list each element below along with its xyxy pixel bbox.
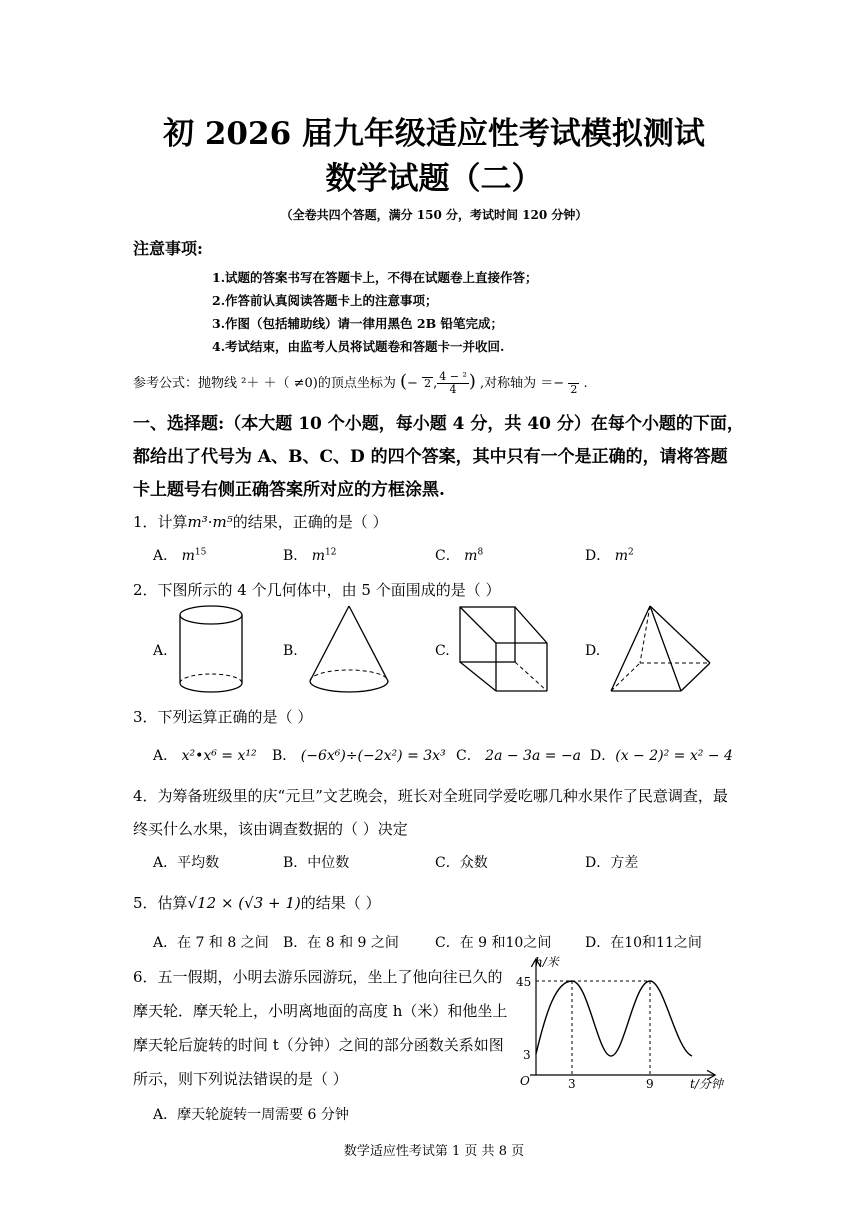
- q3-option-b: B． (−6x⁶)÷(−2x²) = 3x³: [272, 748, 446, 764]
- q2-option-d: D.: [585, 643, 601, 659]
- q4-option-c: C．众数: [435, 855, 488, 871]
- question-6-cont: 摩天轮后旋转的时间 t（分钟）之间的部分函数关系如图: [133, 1036, 504, 1054]
- notice-item: 3.作图（包括辅助线）请一律用黑色 2B 铅笔完成；: [212, 316, 504, 331]
- q2-option-c: C.: [435, 643, 450, 659]
- section-heading: 都给出了代号为 A、B、C、D 的四个答案，其中只有一个是正确的，请将答题: [133, 447, 728, 467]
- cube-figure: [456, 603, 556, 698]
- q1-option-c: C． $m^8$: [435, 547, 484, 564]
- page-footer: 数学适应性考试第 1 页 共 8 页: [343, 1144, 525, 1159]
- exam-subject-title: 数学试题（二）: [325, 161, 543, 197]
- question-2: 2．下图所示的 4 个几何体中，由 5 个面围成的是（ ）: [133, 581, 501, 599]
- graph-y-tick: 45: [516, 975, 532, 989]
- q5-option-a: A．在 7 和 8 之间: [153, 935, 269, 951]
- q6-option-a: A．摩天轮旋转一周需要 6 分钟: [153, 1107, 349, 1123]
- formula-prefix: 参考公式：抛物线: [133, 376, 238, 391]
- notice-item: 4.考试结束，由监考人员将试题卷和答题卡一并收回.: [212, 339, 505, 354]
- formula-middle: ,对称轴为 ＝−: [480, 376, 565, 391]
- q3-option-d: D．(x − 2)² = x² − 4: [590, 748, 733, 764]
- question-6-cont: 摩天轮．摩天轮上，小明离地面的高度 h（米）和他坐上: [133, 1002, 508, 1020]
- q5-option-b: B．在 8 和 9 之间: [283, 935, 399, 951]
- q4-option-b: B．中位数: [283, 855, 350, 871]
- q1-option-a: A． $m^{15}$: [153, 547, 207, 564]
- ferris-wheel-height-graph: [512, 952, 732, 1092]
- notice-heading: 注意事项:: [133, 239, 203, 258]
- formula-expr: ²＋ ＋（ ≠0)的顶点坐标为: [241, 376, 396, 391]
- q4-option-a: A．平均数: [153, 855, 220, 871]
- question-4: 4．为筹备班级里的庆“元旦”文艺晚会，班长对全班同学爱吃哪几种水果作了民意调查，最: [133, 787, 728, 805]
- question-1: 1．计算m³·m⁵的结果，正确的是（ ）: [133, 513, 388, 531]
- reference-formula: 参考公式：抛物线 ²＋ ＋（ ≠0)的顶点坐标为 (− 2 , $\frac{\text{4 − ²}}{4}$ ) ,对称轴为 ＝− 2 .: [133, 370, 588, 396]
- q5-option-c: C．在 9 和10之间: [435, 935, 552, 951]
- question-3: 3．下列运算正确的是（ ）: [133, 708, 313, 726]
- q2-option-a: A.: [153, 643, 168, 659]
- section-heading: 一、选择题:（本大题 10 个小题，每小题 4 分，共 40 分）在每个小题的下面，: [133, 414, 744, 434]
- graph-y-label: h/米: [535, 955, 559, 969]
- q3-option-a: A． x²•x⁶ = x¹²: [153, 748, 257, 764]
- q5-option-d: D．在10和11之间: [585, 935, 702, 951]
- graph-origin: O: [520, 1074, 530, 1088]
- question-4-cont: 终买什么水果，该由调查数据的（ ）决定: [133, 820, 408, 838]
- q1-option-d: D． $m^2$: [585, 547, 634, 564]
- axis-fraction: 2: [568, 371, 579, 396]
- question-5: 5．估算√12 × (√3 + 1)的结果（ ）: [133, 894, 381, 912]
- exam-info: （全卷共四个答题，满分 150 分，考试时间 120 分钟）: [280, 208, 588, 222]
- pyramid-figure: [608, 603, 718, 698]
- graph-x-label: t/分钟: [690, 1077, 723, 1091]
- q2-option-b: B.: [283, 643, 298, 659]
- graph-x-tick: 3: [568, 1077, 576, 1091]
- question-6-cont: 所示，则下列说法错误的是（ ）: [133, 1070, 348, 1088]
- question-6: 6．五一假期，小明去游乐园游玩，坐上了他向往已久的: [133, 968, 503, 986]
- vertex-y-fraction: $\frac{\text{4 − ²}}{4}$: [439, 370, 467, 396]
- exam-title: 初 2026 届九年级适应性考试模拟测试: [163, 116, 705, 152]
- cylinder-figure: [170, 603, 255, 698]
- section-heading: 卡上题号右侧正确答案所对应的方框涂黑.: [133, 480, 445, 500]
- graph-x-tick: 9: [646, 1077, 654, 1091]
- q1-option-b: B． $m^{12}$: [283, 547, 337, 564]
- q3-option-c: C． 2a − 3a = −a: [456, 748, 582, 764]
- notice-item: 1.试题的答案书写在答题卡上，不得在试题卷上直接作答；: [212, 270, 538, 285]
- notice-item: 2.作答前认真阅读答题卡上的注意事项；: [212, 293, 438, 308]
- graph-y-tick: 3: [523, 1048, 531, 1062]
- vertex-x-fraction: 2: [424, 377, 432, 390]
- q4-option-d: D．方差: [585, 855, 639, 871]
- cone-figure: [305, 603, 395, 698]
